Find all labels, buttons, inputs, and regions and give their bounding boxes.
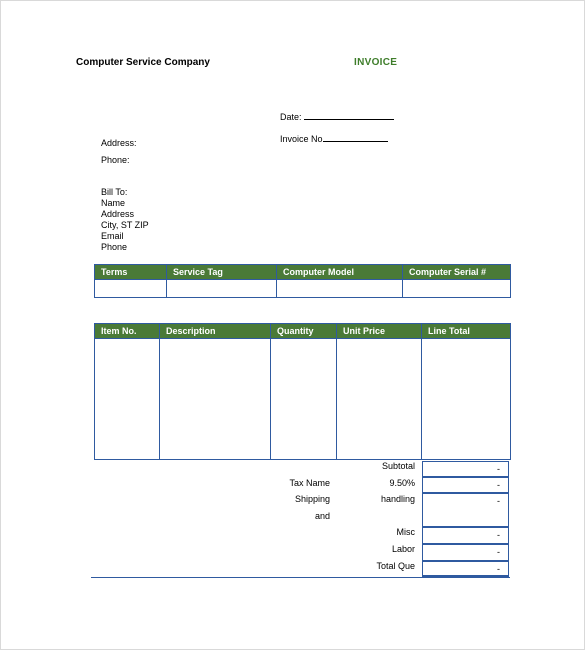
tax-value[interactable]: -: [422, 477, 509, 493]
shipping-value[interactable]: -: [422, 493, 509, 527]
tax-name-label: Tax Name: [289, 478, 330, 488]
header-computer-model: Computer Model: [277, 265, 403, 280]
address-label: Address:: [101, 138, 137, 148]
service-table: [94, 264, 511, 298]
quantity-cell[interactable]: [271, 339, 337, 460]
bill-to-city: City, ST ZIP: [101, 220, 149, 230]
header-item-no: Item No.: [95, 324, 160, 339]
items-table-body: [95, 339, 511, 460]
line-total-cell[interactable]: [422, 339, 511, 460]
header-description: Description: [160, 324, 271, 339]
labor-label: Labor: [391, 544, 415, 554]
bill-to-name: Name: [101, 198, 126, 208]
items-table: [94, 323, 511, 460]
header-computer-serial: Computer Serial #: [403, 265, 511, 280]
service-tag-cell[interactable]: [167, 280, 277, 298]
and-label: and: [314, 511, 330, 521]
bottom-rule: [91, 577, 510, 578]
header-line-total: Line Total: [422, 324, 511, 339]
subtotal-value[interactable]: -: [422, 461, 509, 477]
header-terms: Terms: [95, 265, 167, 280]
unit-price-cell[interactable]: [337, 339, 422, 460]
misc-value[interactable]: -: [422, 527, 509, 544]
bill-to-heading: Bill To:: [101, 187, 128, 197]
labor-value[interactable]: -: [422, 544, 509, 561]
description-cell[interactable]: [160, 339, 271, 460]
items-table-header: [95, 324, 511, 339]
handling-label: handling: [380, 494, 415, 504]
bill-to-phone: Phone: [101, 242, 128, 252]
date-row: [280, 110, 394, 122]
header-unit-price: Unit Price: [337, 324, 422, 339]
misc-label: Misc: [396, 527, 415, 537]
header-quantity: Quantity: [271, 324, 337, 339]
item-no-cell[interactable]: [95, 339, 160, 460]
computer-model-cell[interactable]: [277, 280, 403, 298]
shipping-label: Shipping: [294, 494, 330, 504]
total-value[interactable]: -: [422, 561, 509, 577]
invoice-no-row: [280, 132, 388, 144]
service-table-row: [95, 280, 511, 298]
invoice-no-label: Invoice No: [280, 134, 323, 144]
invoice-no-field[interactable]: [323, 132, 388, 142]
invoice-title: INVOICE: [354, 57, 398, 68]
date-field[interactable]: [304, 110, 394, 120]
tax-rate: 9.50%: [389, 478, 415, 488]
service-table-header: [95, 265, 511, 280]
header-service-tag: Service Tag: [167, 265, 277, 280]
bill-to-email: Email: [101, 231, 124, 241]
computer-serial-cell[interactable]: [403, 280, 511, 298]
phone-label: Phone:: [101, 155, 130, 165]
bill-to-block: [101, 187, 149, 253]
total-label: Total Que: [376, 561, 415, 571]
subtotal-label: Subtotal: [381, 461, 415, 471]
date-label: Date:: [280, 112, 302, 122]
terms-cell[interactable]: [95, 280, 167, 298]
company-name: Computer Service Company: [76, 57, 210, 68]
bill-to-address: Address: [101, 209, 135, 219]
